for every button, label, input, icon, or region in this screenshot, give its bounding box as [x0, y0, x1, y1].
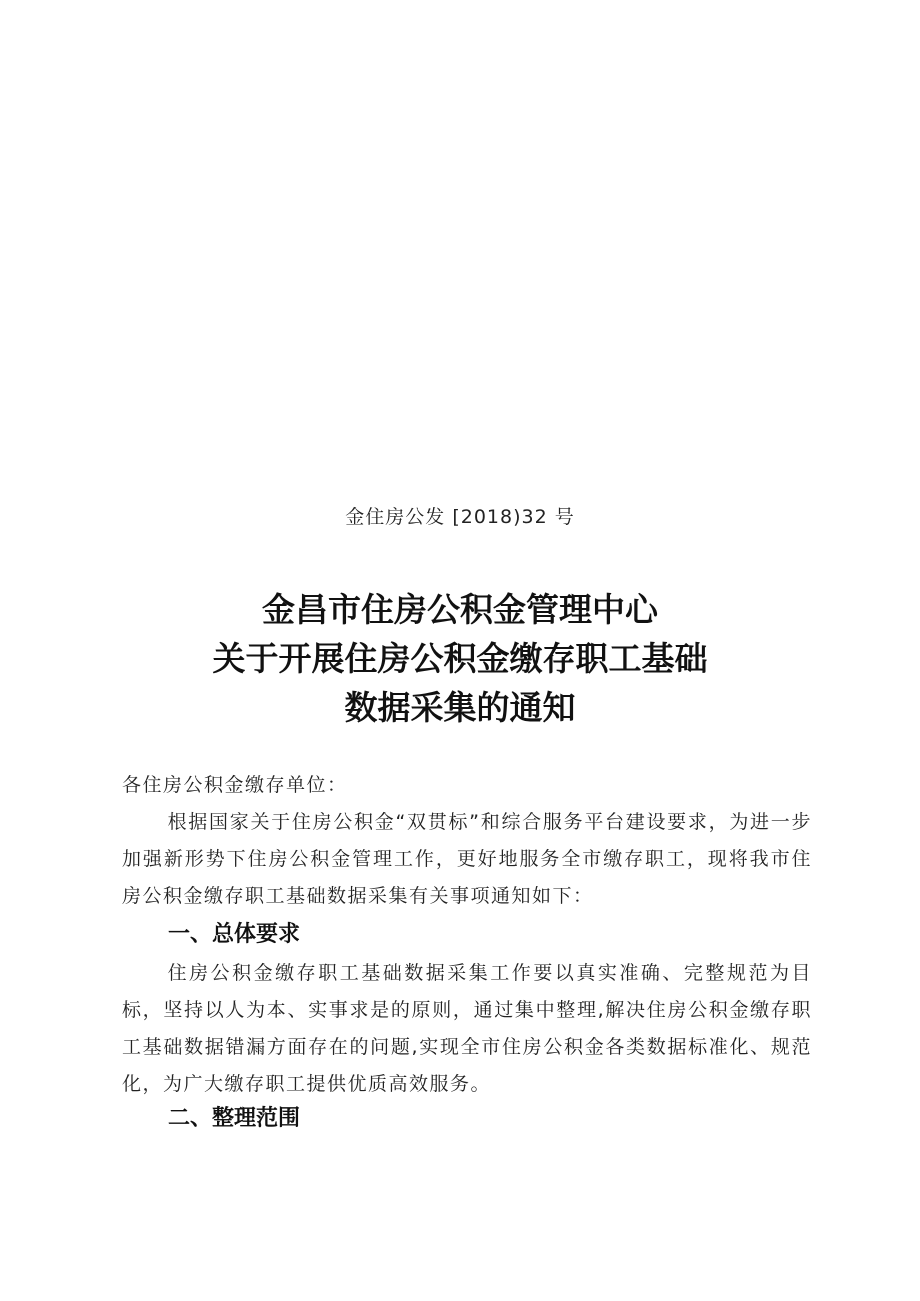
section-1-paragraph: 住房公积金缴存职工基础数据采集工作要以真实准确、完整规范为目标，坚持以人为本、实事求是的原则，通过集中整理,解决住房公积金缴存职工基础数据错漏方面存在的问题,实现全市住房公积金各类数据标准化、规范化，为广大缴存职工提供优质高效服务。: [122, 962, 812, 1095]
section-heading-2: 二、整理范围: [168, 1106, 301, 1131]
intro-paragraph: 根据国家关于住房公积金“双贯标”和综合服务平台建设要求，为进一步加强新形势下住房公积金管理工作，更好地服务全市缴存职工，现将我市住房公积金缴存职工基础数据采集有关事项通知如下：: [122, 811, 812, 907]
salutation: 各住房公积金缴存单位：: [122, 774, 348, 796]
title-line-3: 数据采集的通知: [344, 688, 576, 727]
title-line-1: 金昌市住房公积金管理中心: [262, 590, 658, 629]
document-title: [0, 585, 920, 732]
title-line-2: 关于开展住房公积金缴存职工基础: [212, 639, 708, 678]
document-number: 金住房公发 [2018)32 号: [345, 506, 575, 528]
section-heading-1: 一、总体要求: [168, 922, 301, 947]
